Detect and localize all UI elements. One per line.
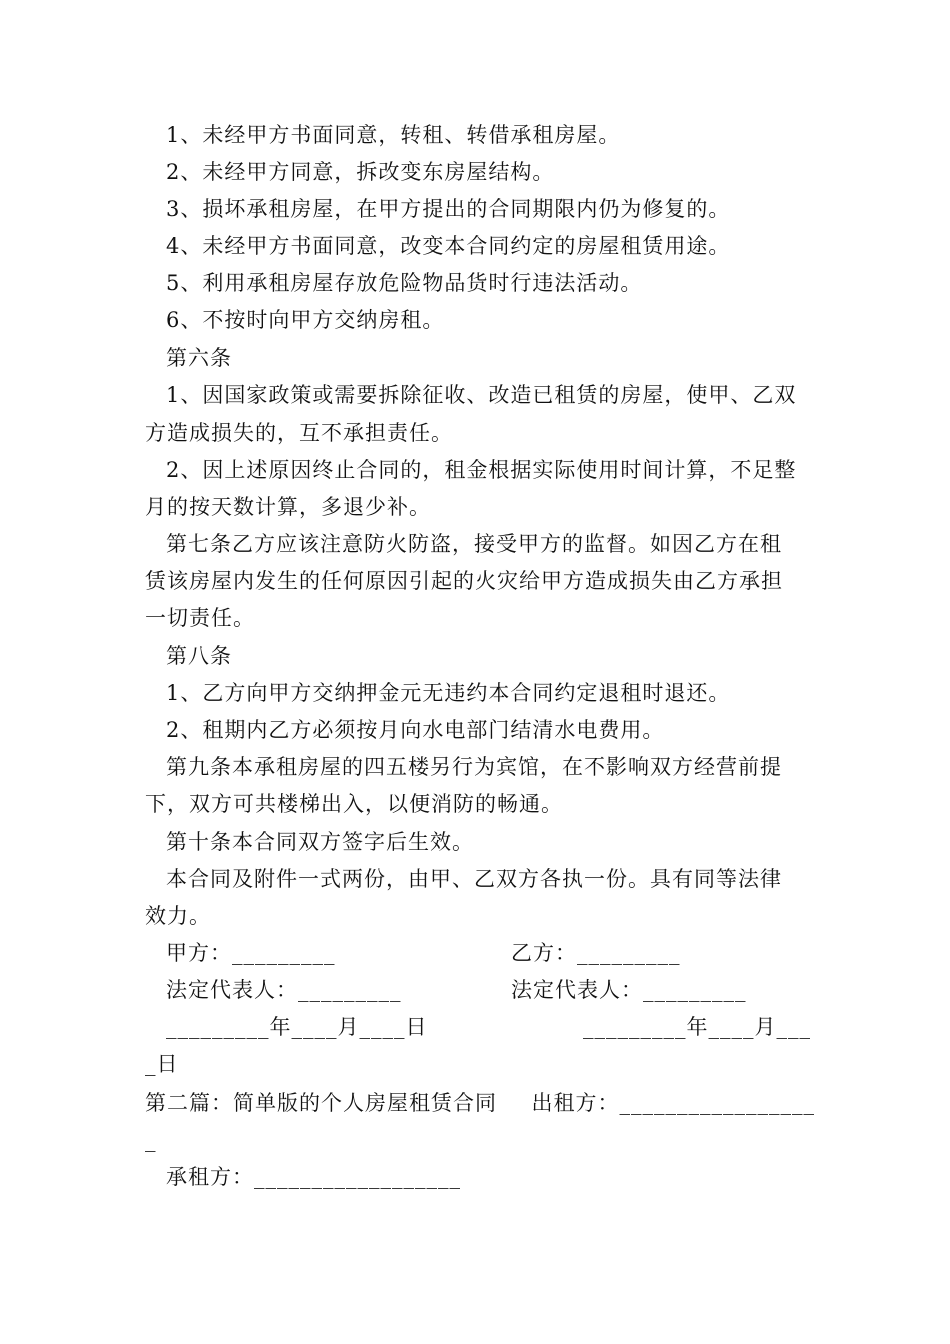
party-b-date: _________年____月___ [583,1015,811,1039]
party-b-representative: 法定代表人：_________ [511,978,747,1002]
clause-line: 6、不按时向甲方交纳房租。 [166,308,445,332]
article-9: 第九条本承租房屋的四五楼另行为宾馆，在不影响双方经营前提 [166,755,782,779]
article-8-title: 第八条 [166,644,232,668]
copies-clause: 本合同及附件一式两份，由甲、乙双方各执一份。具有同等法律 [166,867,782,891]
party-b-signature: 乙方：_________ [511,941,681,965]
party-a-representative: 法定代表人：_________ [166,978,402,1002]
article-6-item-1: 1、因国家政策或需要拆除征收、改造已租赁的房屋，使甲、乙双 [166,383,797,407]
part-2-title: 第二篇：简单版的个人房屋租赁合同 [145,1091,497,1115]
article-7-cont: 一切责任。 [145,606,255,630]
lessor-field: 出租方：_________________ [531,1091,815,1115]
party-a-date: _________年____月____日 [166,1015,428,1039]
article-6-item-1-cont: 方造成损失的，互不承担责任。 [145,421,453,445]
article-6-item-2-cont: 月的按天数计算，多退少补。 [145,495,431,519]
article-8-item-2: 2、租期内乙方必须按月向水电部门结清水电费用。 [166,718,665,742]
lessee-field: 承租方：__________________ [166,1165,461,1189]
clause-line: 1、未经甲方书面同意，转租、转借承租房屋。 [166,123,621,147]
party-b-date-tail: _日 [145,1052,179,1076]
article-6-item-2: 2、因上述原因终止合同的，租金根据实际使用时间计算，不足整 [166,458,797,482]
article-10: 第十条本合同双方签字后生效。 [166,830,474,854]
article-8-item-1: 1、乙方向甲方交纳押金元无违约本合同约定退租时退还。 [166,681,731,705]
article-7-cont: 赁该房屋内发生的任何原因引起的火灾给甲方造成损失由乙方承担 [145,569,783,593]
clause-line: 2、未经甲方同意，拆改变东房屋结构。 [166,160,555,184]
copies-clause-cont: 效力。 [145,904,211,928]
clause-line: 3、损坏承租房屋，在甲方提出的合同期限内仍为修复的。 [166,197,731,221]
lessor-field-tail: _ [145,1128,157,1152]
article-7: 第七条乙方应该注意防火防盗，接受甲方的监督。如因乙方在租 [166,532,782,556]
article-9-cont: 下，双方可共楼梯出入，以便消防的畅通。 [145,792,563,816]
party-a-signature: 甲方：_________ [166,941,336,965]
article-6-title: 第六条 [166,346,232,370]
clause-line: 4、未经甲方书面同意，改变本合同约定的房屋租赁用途。 [166,234,731,258]
clause-line: 5、利用承租房屋存放危险物品货时行违法活动。 [166,271,643,295]
part-2-header [145,1088,815,1118]
